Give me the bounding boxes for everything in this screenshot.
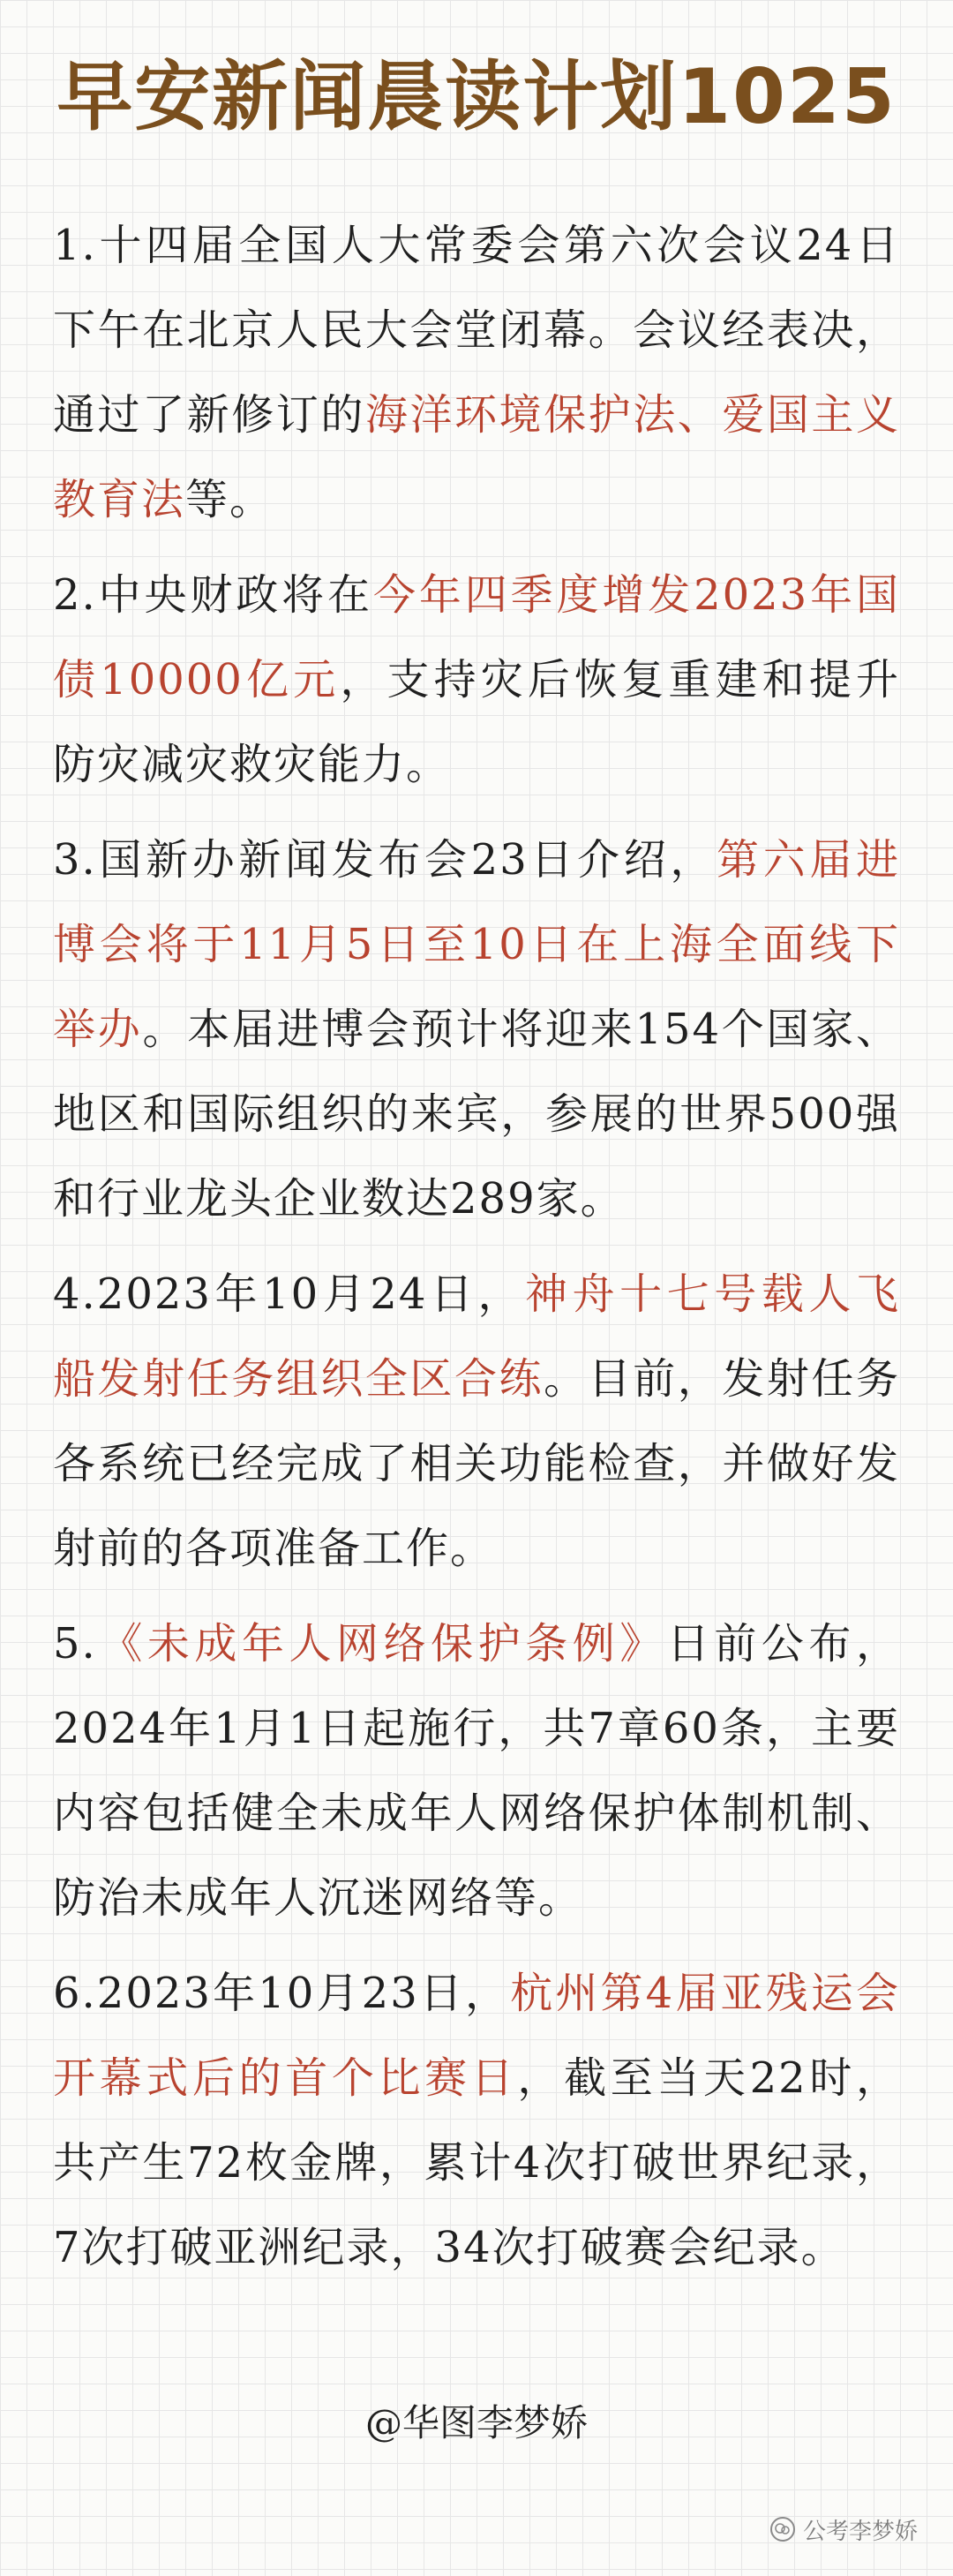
news-item-6 (53, 1951, 900, 2290)
news-item-highlight: 《未成年人网络保护条例》 (96, 1619, 667, 1668)
news-item-5 (53, 1601, 900, 1940)
news-item-highlight: 第六届进博会将于11月5日至10日在上海全面线下举办 (53, 835, 900, 1054)
news-item-text: ，支持灾后恢复重建和提升防灾减灾救灾能力。 (53, 655, 900, 789)
watermark-text: 公考李梦娇 (802, 2518, 918, 2545)
news-item-highlight: 今年四季度增发2023年国债10000亿元 (53, 570, 900, 704)
news-item-text: 。本届进博会预计将迎来154个国家、地区和国际组织的来宾，参展的世界500强和行业龙头企业数达289家。 (53, 1005, 900, 1224)
news-item-4 (53, 1252, 900, 1591)
news-item-text: 1.十四届全国人大常委会第六次会议24日下午在北京人民大会堂闭幕。会议经表决，通过了新修订的 (53, 221, 900, 440)
news-item-3 (53, 817, 900, 1241)
news-item-text: 4.2023年10月24日， (53, 1269, 526, 1319)
news-item-1 (53, 203, 900, 542)
news-item-highlight: 海洋环境保护法、爱国主义教育法 (53, 390, 900, 524)
news-item-2 (53, 553, 900, 807)
news-list (53, 203, 900, 2301)
news-item-text: 3.国新办新闻发布会23日介绍， (53, 835, 717, 885)
author-signature: @华图李梦娇 (364, 2401, 588, 2444)
news-item-text: 5. (53, 1619, 97, 1668)
page-title: 早安新闻晨读计划1025 (56, 53, 897, 141)
news-item-text: 6.2023年10月23日， (53, 1969, 511, 2018)
news-item-text: 日前公布，2024年1月1日起施行，共7章60条，主要内容包括健全未成年人网络保护体制机制、防治未成年人沉迷网络等。 (53, 1619, 900, 1923)
news-item-text: 。目前，发射任务各系统已经完成了相关功能检查，并做好发射前的各项准备工作。 (53, 1354, 900, 1573)
news-item-text: 等。 (185, 475, 274, 524)
news-item-highlight: 神舟十七号载人飞船发射任务组织全区合练 (53, 1269, 900, 1404)
wechat-icon (769, 2516, 796, 2542)
news-item-text: ，截至当天22时，共产生72枚金牌，累计4次打破世界纪录，7次打破亚洲纪录，34次打破赛会纪录。 (53, 2053, 900, 2272)
news-item-text: 2.中央财政将在 (53, 570, 373, 620)
watermark (769, 2512, 918, 2547)
news-item-highlight: 杭州第4届亚残运会开幕式后的首个比赛日 (53, 1969, 900, 2103)
